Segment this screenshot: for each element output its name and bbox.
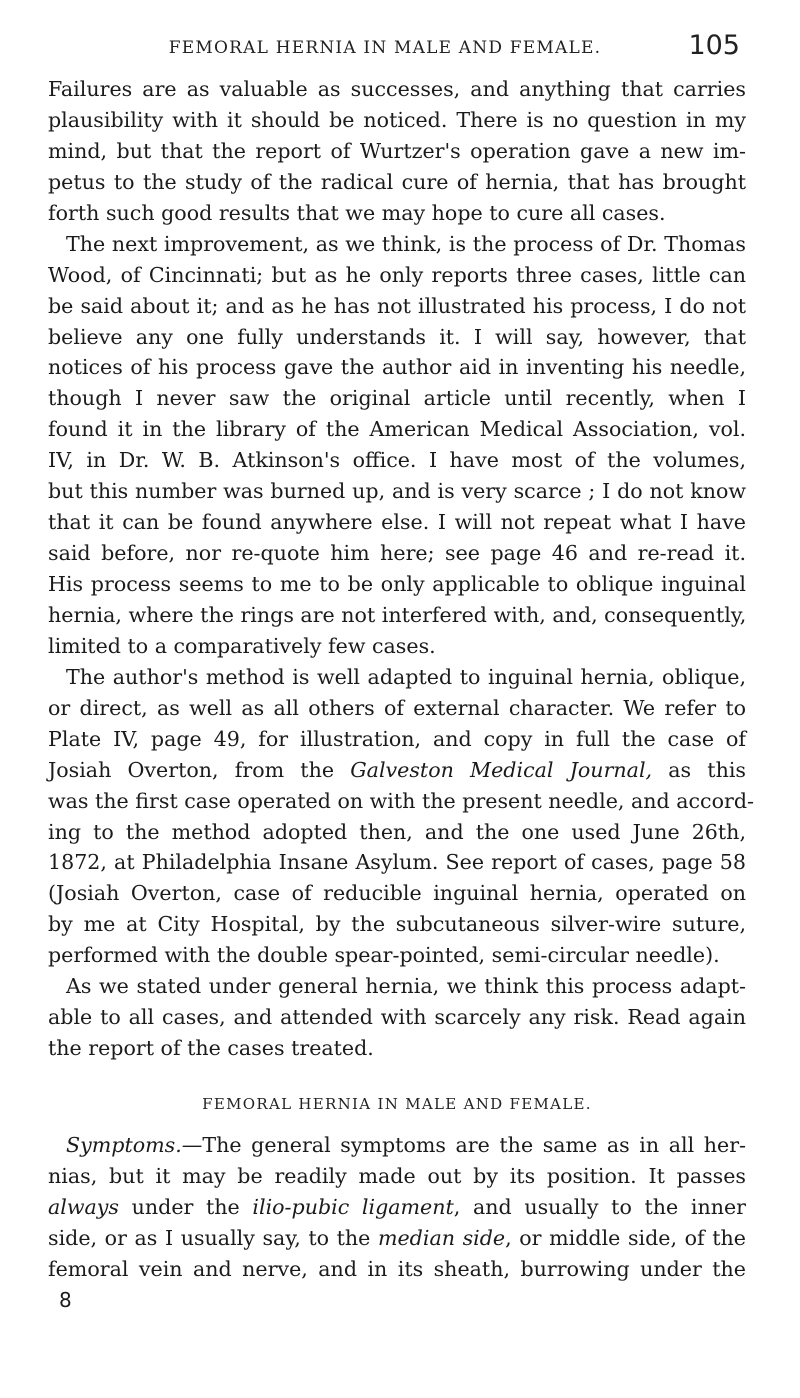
- text-line: petus to the study of the radical cure of hernia, that has brought: [48, 169, 746, 194]
- text-line: forth such good results that we may hope to cure all cases.: [48, 200, 666, 225]
- text-line: be said about it; and as he has not illustrated his process, I do not: [48, 293, 746, 318]
- emphasis-ligament: ilio-pubic ligament: [252, 1194, 454, 1219]
- text-line: Wood, of Cincinnati; but as he only reports three cases, little can: [48, 262, 746, 287]
- paragraph: [48, 662, 754, 971]
- text-line: IV, in Dr. W. B. Atkinson's office. I have most of the volumes,: [48, 448, 746, 473]
- text-line: said before, nor re-quote him here; see page 46 and re-read it.: [48, 541, 746, 566]
- paragraph: [48, 1130, 746, 1285]
- text-line-mixed: [48, 1192, 746, 1223]
- running-head: [90, 30, 740, 64]
- text-line: His process seems to me to be only applicable to oblique inguinal: [48, 572, 746, 596]
- text-run: , or middle side, of the: [505, 1225, 746, 1250]
- text-run: Josiah Overton, from the: [48, 757, 351, 782]
- text-line: or direct, as well as all others of external character. We refer to: [48, 695, 746, 720]
- text-line: The author's method is well adapted to inguinal hernia, oblique,: [66, 664, 746, 689]
- text-line: nias, but it may be readily made out by its position. It passes: [48, 1163, 746, 1188]
- text-line: limited to a comparatively few cases.: [48, 633, 436, 658]
- text-line: femoral vein and nerve, and in its sheath, burrowing under the: [48, 1256, 746, 1281]
- text-run: , and usually to the inner: [453, 1194, 746, 1219]
- page-number: 105: [688, 30, 740, 61]
- text-run: as this: [652, 757, 746, 782]
- journal-title: Galveston Medical Journal,: [350, 757, 653, 782]
- paragraph: [48, 74, 746, 229]
- running-title: FEMORAL HERNIA IN MALE AND FEMALE.: [168, 38, 602, 58]
- text-line: ing to the method adopted then, and the one used June 26th,: [48, 819, 746, 844]
- text-run: —The general symptoms are the same as in all her-: [181, 1133, 746, 1157]
- section-heading: FEMORAL HERNIA IN MALE AND FEMALE.: [202, 1095, 592, 1113]
- text-line: The next improvement, as we think, is the process of Dr. Thomas: [66, 231, 746, 256]
- text-line: that it can be found anywhere else. I will not repeat what I have: [48, 510, 746, 535]
- text-line-mixed: [48, 1130, 746, 1161]
- text-line: by me at City Hospital, by the subcutaneous silver-wire suture,: [48, 912, 746, 937]
- text-line: mind, but that the report of Wurtzer's operation gave a new im-: [48, 138, 746, 163]
- text-line: though I never saw the original article until recently, when I: [48, 386, 746, 411]
- signature-mark: 8: [59, 1287, 72, 1312]
- text-line: Failures are as valuable as successes, and anything that carries: [48, 77, 746, 101]
- text-line: hernia, where the rings are not interfered with, and, consequently,: [48, 602, 747, 627]
- paragraph: [48, 971, 746, 1064]
- text-line-mixed: [48, 1223, 746, 1254]
- text-line: (Josiah Overton, case of reducible inguinal hernia, operated on: [48, 881, 746, 906]
- body-text: [48, 74, 754, 1315]
- symptoms-label: Symptoms.: [66, 1133, 182, 1157]
- text-line: As we stated under general hernia, we think this process adapt-: [66, 974, 746, 999]
- text-line: 1872, at Philadelphia Insane Asylum. See report of cases, page 58: [48, 850, 746, 875]
- text-line-mixed: [48, 755, 746, 786]
- text-line: found it in the library of the American Medical Association, vol.: [48, 417, 746, 442]
- text-line: able to all cases, and attended with scarcely any risk. Read again: [48, 1005, 746, 1030]
- text-line: notices of his process gave the author aid in inventing his needle,: [48, 355, 746, 380]
- text-run: under the: [118, 1194, 253, 1219]
- emphasis-median: median side: [377, 1225, 506, 1250]
- text-run: side, or as I usually say, to the: [48, 1225, 378, 1250]
- text-line: believe any one fully understands it. I will say, however, that: [48, 324, 746, 349]
- text-line: performed with the double spear-pointed, semi-circular needle).: [48, 943, 720, 968]
- text-line: was the first case operated on with the present needle, and accord-: [48, 788, 754, 813]
- text-line: plausibility with it should be noticed. There is no question in my: [48, 107, 746, 132]
- paragraph: [48, 229, 746, 662]
- emphasis-always: always: [48, 1194, 119, 1219]
- text-line: the report of the cases treated.: [48, 1036, 374, 1061]
- text-line: but this number was burned up, and is very scarce ; I do not know: [48, 479, 746, 504]
- text-line: Plate IV, page 49, for illustration, and copy in full the case of: [48, 726, 746, 751]
